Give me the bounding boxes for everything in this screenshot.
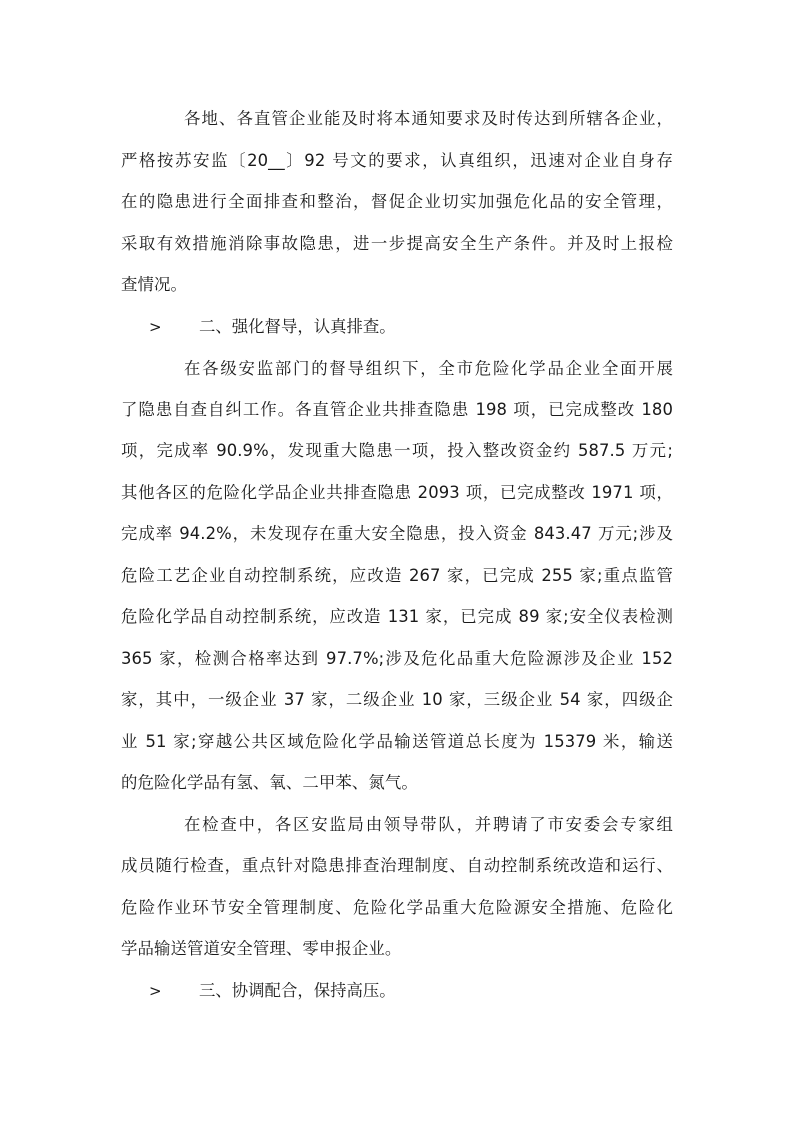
bullet-marker: >: [149, 318, 162, 336]
paragraph-line: 在各级安监部门的督导组织下，全市危险化学品企业全面开展: [184, 359, 673, 378]
paragraph-line: 365 家，检测合格率达到 97.7%;涉及危化品重大危险源涉及企业 152: [121, 649, 673, 668]
paragraph-line: 的危险化学品有氢、氧、二甲苯、氮气。: [121, 773, 418, 792]
paragraph-line: 严格按苏安监〔20__〕92 号文的要求，认真组织，迅速对企业自身存: [121, 151, 673, 170]
paragraph-line: 了隐患自查自纠工作。各直管企业共排查隐患 198 项，已完成整改 180: [121, 400, 673, 419]
section-title: 三、协调配合，保持高压。: [199, 981, 396, 1000]
paragraph-line: 学品输送管道安全管理、零申报企业。: [121, 939, 402, 958]
bullet-marker: >: [149, 982, 162, 1000]
paragraph-line: 在检查中，各区安监局由领导带队，并聘请了市安委会专家组: [184, 815, 673, 834]
paragraph-line: 家，其中，一级企业 37 家，二级企业 10 家，三级企业 54 家，四级企: [121, 690, 673, 709]
paragraph-line: 项，完成率 90.9%，发现重大隐患一项，投入整改资金约 587.5 万元;: [121, 441, 673, 460]
paragraph-line: 危险工艺企业自动控制系统，应改造 267 家，已完成 255 家;重点监管: [121, 566, 673, 585]
paragraph-line: 采取有效措施消除事故隐患，进一步提高安全生产条件。并及时上报检: [121, 234, 673, 253]
paragraph-line: 危险作业环节安全管理制度、危险化学品重大危险源安全措施、危险化: [121, 898, 673, 917]
paragraph-line: 危险化学品自动控制系统，应改造 131 家，已完成 89 家;安全仪表检测: [121, 607, 673, 626]
section-title: 二、强化督导，认真排查。: [199, 317, 396, 336]
paragraph-line: 完成率 94.2%，未发现存在重大安全隐患，投入资金 843.47 万元;涉及: [121, 524, 673, 543]
paragraph-line: 各地、各直管企业能及时将本通知要求及时传达到所辖各企业，: [184, 109, 673, 128]
paragraph-line: 查情况。: [121, 275, 187, 294]
paragraph-line: 业 51 家;穿越公共区域危险化学品输送管道总长度为 15379 米，输送: [121, 732, 673, 751]
paragraph-line: 成员随行检查，重点针对隐患排查治理制度、自动控制系统改造和运行、: [121, 856, 673, 875]
paragraph-line: 在的隐患进行全面排查和整治，督促企业切实加强危化品的安全管理，: [121, 192, 673, 211]
paragraph-line: 其他各区的危险化学品企业共排查隐患 2093 项，已完成整改 1971 项，: [121, 483, 673, 502]
